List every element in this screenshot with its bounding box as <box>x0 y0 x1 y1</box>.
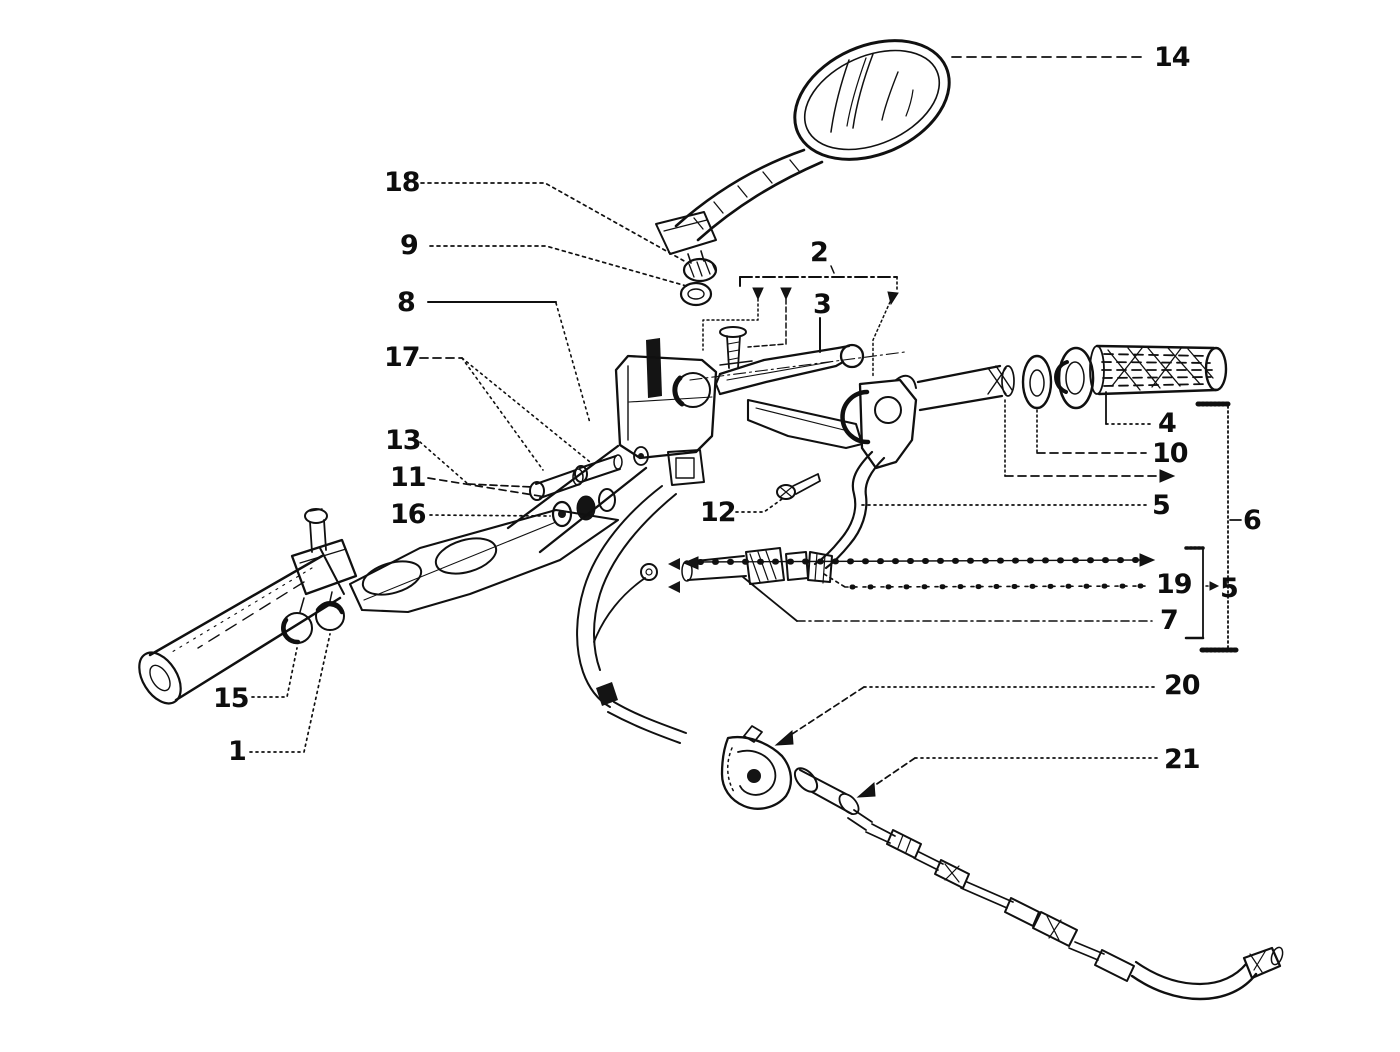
leader-20 <box>776 687 1158 745</box>
callout-16: 16 <box>390 499 426 530</box>
callout-4: 4 <box>1158 408 1176 439</box>
leader-1 <box>250 634 330 752</box>
callout-21: 21 <box>1164 744 1200 775</box>
callout-7: 7 <box>1160 605 1178 636</box>
callout-8: 8 <box>397 287 415 318</box>
bar-end-knobs <box>282 592 344 643</box>
callout-11: 11 <box>390 462 426 493</box>
leader-15 <box>252 648 297 697</box>
callout-19: 19 <box>1156 569 1192 600</box>
leader-7 <box>743 577 1152 621</box>
mirror-mount-nuts <box>681 259 716 305</box>
mirror-head <box>776 18 968 183</box>
leader-12 <box>736 499 782 512</box>
callout-6: 6 <box>1243 505 1261 536</box>
leader-6-bracket <box>1198 404 1241 650</box>
left-clamp-and-bolt <box>292 509 356 594</box>
callout-15: 15 <box>213 683 249 714</box>
callout-2: 2 <box>810 237 828 268</box>
callout-18: 18 <box>384 167 420 198</box>
master-cylinder-housing <box>616 338 716 485</box>
brake-hose <box>815 452 884 568</box>
bolt-item-12 <box>777 474 820 499</box>
throttle-cable <box>577 486 686 743</box>
leader-9 <box>430 246 690 287</box>
callout-13: 13 <box>385 425 421 456</box>
callout-5b: 5 <box>1220 573 1238 604</box>
cable-grommet <box>722 726 791 809</box>
handlebar-left-curve <box>508 446 646 552</box>
leader-18 <box>421 183 686 262</box>
callout-3: 3 <box>813 289 831 320</box>
callout-14: 14 <box>1154 42 1190 73</box>
right-bar-tube <box>918 366 1014 410</box>
throttle-washers <box>1023 348 1093 408</box>
cable-adjuster <box>641 548 832 593</box>
throttle-grip <box>1090 346 1226 394</box>
pivot-screw <box>720 327 752 368</box>
callout-10: 10 <box>1152 438 1188 469</box>
right-bar-clamp <box>843 376 916 468</box>
callout-1: 1 <box>228 736 246 767</box>
leader-16 <box>430 515 550 516</box>
transmission-cable <box>791 764 1285 999</box>
callout-5: 5 <box>1152 490 1170 521</box>
mirror-arm <box>656 150 822 263</box>
callout-9: 9 <box>400 230 418 261</box>
leader-washer-group6 <box>1005 400 1174 482</box>
leader-21 <box>858 758 1158 797</box>
leader-13 <box>420 442 468 484</box>
callout-12: 12 <box>700 497 736 528</box>
leader-19 <box>824 574 1150 587</box>
callout-17: 17 <box>384 342 420 373</box>
leader-2-bracket <box>703 266 898 378</box>
callout-20: 20 <box>1164 670 1200 701</box>
